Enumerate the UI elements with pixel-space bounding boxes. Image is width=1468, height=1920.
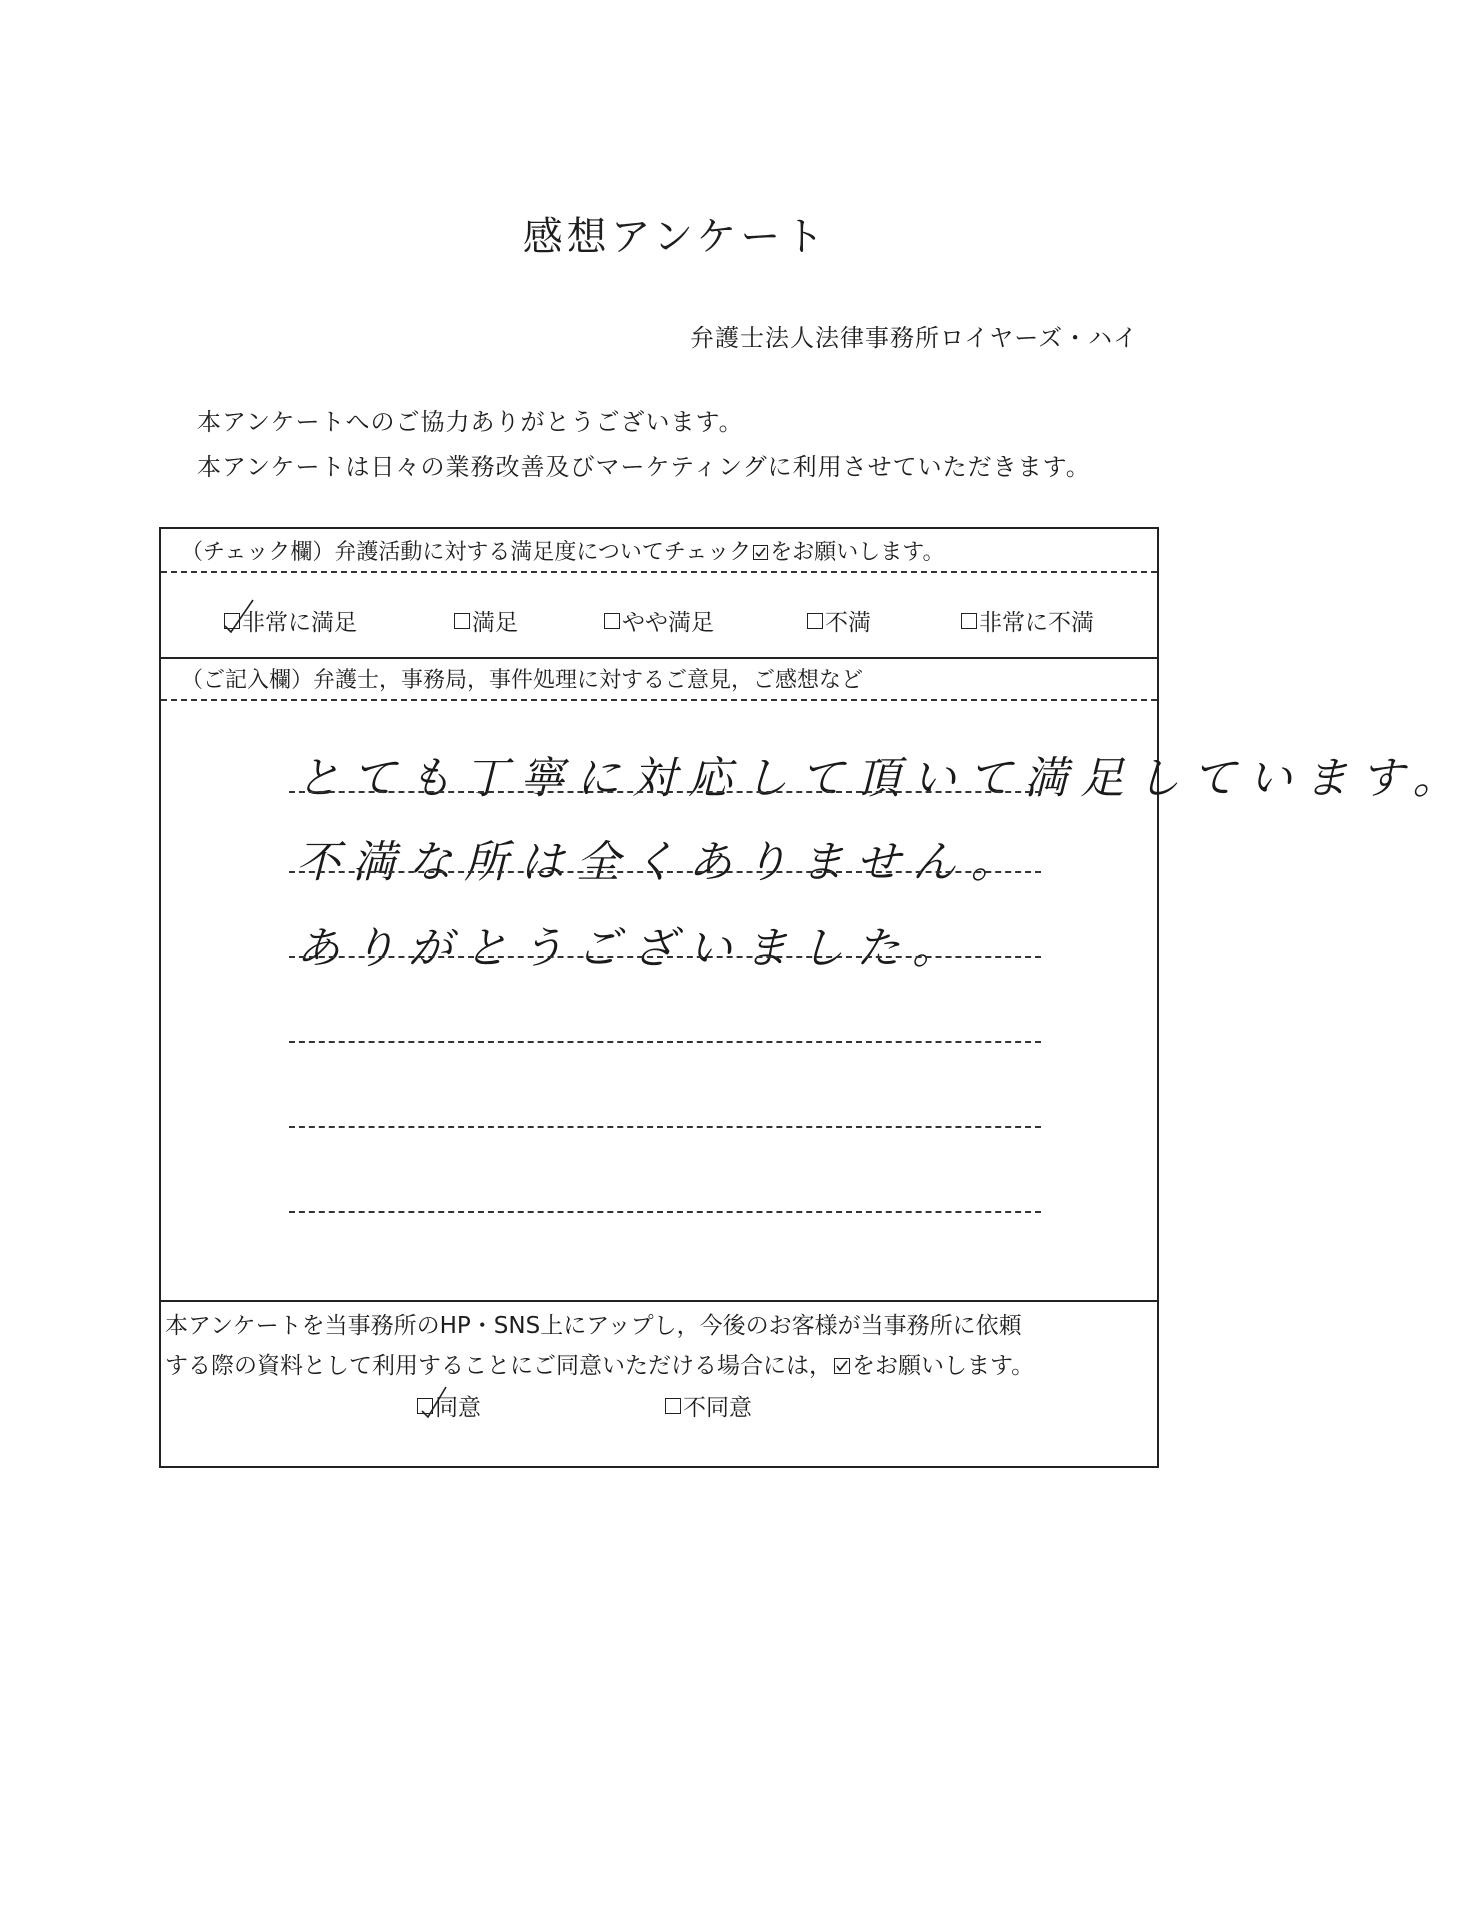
checkbox[interactable] [604,613,620,629]
writing-line [289,871,1041,873]
option-label: 不満 [825,610,871,636]
checkbox[interactable] [961,613,977,629]
consent-text-line-2-main: する際の資料として利用することにご同意いただける場合には， [165,1353,832,1379]
checkbox[interactable] [807,613,823,629]
option-label: 同意 [435,1395,481,1421]
writing-line [289,1126,1041,1128]
option-label: 非常に満足 [242,610,357,636]
option-very-satisfied[interactable] [224,604,357,637]
comment-line-1: とても丁寧に対応して頂いて満足しています。 [296,753,1468,804]
check-mark-icon [416,1381,456,1421]
option-label: 非常に不満 [979,610,1094,636]
option-dissatisfied[interactable] [807,604,871,637]
option-disagree[interactable] [665,1389,752,1422]
satisfaction-heading [181,535,945,566]
section-divider [161,1300,1157,1302]
checkbox-example-icon [753,545,768,560]
writing-line [289,956,1041,958]
option-very-dissatisfied[interactable] [961,604,1094,637]
option-label: やや満足 [622,610,714,636]
writing-line [289,791,1041,793]
writing-line [289,1041,1041,1043]
option-somewhat-satisfied[interactable] [604,604,714,637]
checkbox-example-icon [834,1358,850,1374]
satisfaction-heading-text: （チェック欄）弁護活動に対する満足度についてチェック [181,540,752,565]
checkbox[interactable] [454,613,470,629]
check-mark-icon [223,596,263,636]
checkbox[interactable] [417,1398,433,1414]
consent-text-line-1: 本アンケートを当事務所のHP・SNS上にアップし，今後のお客様が当事務所に依頼 [165,1313,1022,1339]
checkbox[interactable] [224,613,240,629]
satisfaction-options [161,604,1157,644]
comments-heading: （ご記入欄）弁護士，事務局，事件処理に対するご意見，ご感想など [181,668,864,693]
comment-line-2: 不満な所は全くありません。 [296,837,1027,888]
checkbox[interactable] [665,1398,681,1414]
consent-text-line-2-suffix: をお願いします。 [852,1353,1035,1379]
writing-line [289,1211,1041,1213]
intro-line-2: 本アンケートは日々の業務改善及びマーケティングに利用させていただきます。 [197,453,1091,481]
intro-line-1: 本アンケートへのご協力ありがとうございます。 [197,408,744,436]
divider-dashed [161,571,1157,573]
consent-text-line-2 [165,1347,1034,1380]
divider-dashed [161,699,1157,701]
satisfaction-heading-suffix: をお願いします。 [770,540,945,565]
option-label: 不同意 [683,1395,752,1421]
page-title: 感想アンケート [522,214,829,260]
option-label: 満足 [472,610,518,636]
option-satisfied[interactable] [454,604,518,637]
comment-line-3: ありがとうございました。 [296,923,968,974]
section-divider [161,657,1157,659]
option-agree[interactable] [417,1389,481,1422]
organization-name: 弁護士法人法律事務所ロイヤーズ・ハイ [690,324,1139,352]
survey-form [159,527,1468,1468]
